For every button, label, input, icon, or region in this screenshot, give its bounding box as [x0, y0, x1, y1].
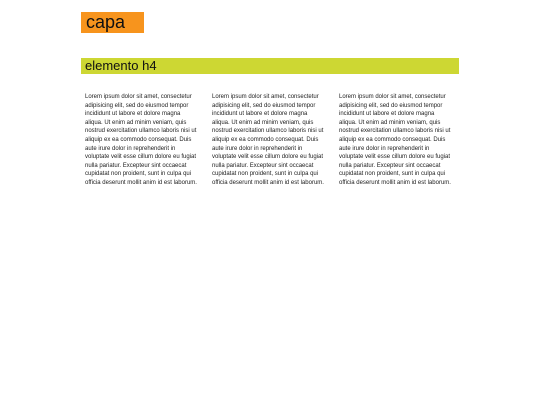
- text-columns: [85, 93, 463, 188]
- layer-label: capa: [81, 12, 144, 33]
- text-column-2: Lorem ipsum dolor sit amet, consectetur adipisicing elit, sed do eiusmod tempor incididunt ut labore et dolore magna aliqua. Ut enim ad minim veniam, quis nostrud exercitation ullamco laboris nisi ut aliquip ex ea commodo consequat. Duis aute irure dolor in reprehenderit in voluptate velit esse cillum dolore eu fugiat nulla pariatur. Excepteur sint occaecat cupidatat non proident, sunt in culpa qui officia deserunt mollit anim id est laborum.: [212, 94, 324, 186]
- text-column-1: Lorem ipsum dolor sit amet, consectetur adipisicing elit, sed do eiusmod tempor incididunt ut labore et dolore magna aliqua. Ut enim ad minim veniam, quis nostrud exercitation ullamco laboris nisi ut aliquip ex ea commodo consequat. Duis aute irure dolor in reprehenderit in voluptate velit esse cillum dolore eu fugiat nulla pariatur. Excepteur sint occaecat cupidatat non proident, sunt in culpa qui officia deserunt mollit anim id est laborum.: [85, 94, 197, 186]
- section-title: elemento h4: [81, 58, 459, 74]
- text-column-3: Lorem ipsum dolor sit amet, consectetur adipisicing elit, sed do eiusmod tempor incididunt ut labore et dolore magna aliqua. Ut enim ad minim veniam, quis nostrud exercitation ullamco laboris nisi ut aliquip ex ea commodo consequat. Duis aute irure dolor in reprehenderit in voluptate velit esse cillum dolore eu fugiat nulla pariatur. Excepteur sint occaecat cupidatat non proident, sunt in culpa qui officia deserunt mollit anim id est laborum.: [339, 94, 451, 186]
